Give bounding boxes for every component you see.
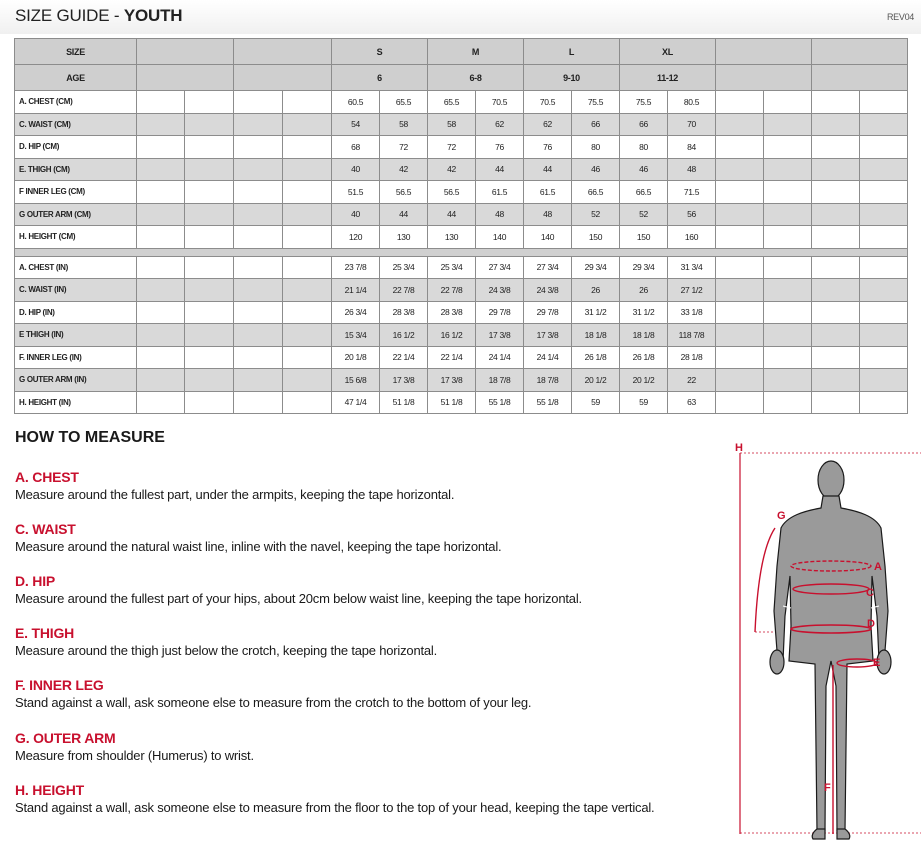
table-cell: 84 [668, 136, 716, 159]
table-cell: 59 [620, 391, 668, 414]
table-cell: 65.5 [428, 91, 476, 114]
table-cell: 28 3/8 [428, 301, 476, 324]
table-cell: 160 [668, 226, 716, 249]
label-e: E [873, 657, 881, 669]
row-label: H. HEIGHT (CM) [15, 226, 137, 249]
table-cell: 48 [524, 203, 572, 226]
table-cell: 29 3/4 [572, 256, 620, 279]
table-cell: 22 7/8 [428, 279, 476, 302]
table-cell: 130 [380, 226, 428, 249]
row-label: E THIGH (IN) [15, 324, 137, 347]
table-cell: 16 1/2 [380, 324, 428, 347]
table-cell: 66 [572, 113, 620, 136]
table-cell: 55 1/8 [476, 391, 524, 414]
age-m: 6-8 [428, 65, 524, 91]
table-cell: 31 3/4 [668, 256, 716, 279]
size-s: S [332, 39, 428, 65]
table-cell: 42 [380, 158, 428, 181]
measure-heading: G. OUTER ARM [15, 730, 116, 746]
label-g: G [777, 510, 786, 522]
table-cell: 62 [476, 113, 524, 136]
outer-arm-line [755, 528, 775, 632]
measure-section [15, 625, 437, 659]
table-row [15, 391, 908, 414]
size-label: SIZE [15, 39, 137, 65]
table-cell: 47 1/4 [332, 391, 380, 414]
table-row [15, 369, 908, 392]
measure-text: Measure around the natural waist line, inline with the navel, keeping the tape horizontal. [15, 539, 502, 554]
table-cell: 54 [332, 113, 380, 136]
table-cell: 17 3/8 [428, 369, 476, 392]
table-cell: 22 [668, 369, 716, 392]
row-label: G OUTER ARM (IN) [15, 369, 137, 392]
table-cell: 80 [620, 136, 668, 159]
table-cell: 15 6/8 [332, 369, 380, 392]
table-cell: 22 1/4 [380, 346, 428, 369]
table-cell: 27 1/2 [668, 279, 716, 302]
table-cell: 71.5 [668, 181, 716, 204]
table-cell: 15 3/4 [332, 324, 380, 347]
table-cell: 20 1/2 [572, 369, 620, 392]
table-cell: 51 1/8 [428, 391, 476, 414]
label-f: F [824, 782, 831, 794]
table-cell: 17 3/8 [380, 369, 428, 392]
table-cell: 18 7/8 [476, 369, 524, 392]
table-row [15, 279, 908, 302]
table-cell: 51 1/8 [380, 391, 428, 414]
table-cell: 16 1/2 [428, 324, 476, 347]
measure-text: Stand against a wall, ask someone else to measure from the crotch to the bottom of your leg. [15, 695, 532, 710]
size-header-row [15, 39, 908, 65]
age-label: AGE [15, 65, 137, 91]
table-cell: 28 1/8 [668, 346, 716, 369]
table-cell: 40 [332, 158, 380, 181]
table-cell: 17 3/8 [476, 324, 524, 347]
size-table [14, 38, 908, 414]
measure-heading: D. HIP [15, 573, 56, 589]
table-cell: 63 [668, 391, 716, 414]
table-cell: 26 [620, 279, 668, 302]
table-cell: 70 [668, 113, 716, 136]
table-cell: 56.5 [380, 181, 428, 204]
measure-text: Measure around the fullest part, under the armpits, keeping the tape horizontal. [15, 487, 455, 502]
table-cell: 140 [476, 226, 524, 249]
table-cell: 24 1/4 [524, 346, 572, 369]
table-cell: 76 [524, 136, 572, 159]
table-row [15, 181, 908, 204]
table-cell: 44 [524, 158, 572, 181]
header-bar [0, 0, 921, 34]
table-cell: 130 [428, 226, 476, 249]
measure-text: Stand against a wall, ask someone else to measure from the floor to the top of your head, keeping the tape vertical. [15, 800, 655, 815]
table-cell: 44 [476, 158, 524, 181]
table-cell: 66.5 [620, 181, 668, 204]
table-cell: 80.5 [668, 91, 716, 114]
row-label: F INNER LEG (CM) [15, 181, 137, 204]
table-row [15, 346, 908, 369]
table-cell: 23 7/8 [332, 256, 380, 279]
table-cell: 44 [380, 203, 428, 226]
measure-text: Measure around the thigh just below the crotch, keeping the tape horizontal. [15, 643, 438, 658]
table-cell: 48 [476, 203, 524, 226]
table-cell: 42 [428, 158, 476, 181]
table-cell: 150 [620, 226, 668, 249]
table-cell: 118 7/8 [668, 324, 716, 347]
table-row [15, 301, 908, 324]
table-cell: 40 [332, 203, 380, 226]
table-cell: 21 1/4 [332, 279, 380, 302]
page-title [15, 6, 182, 26]
table-cell: 44 [428, 203, 476, 226]
measure-section [15, 677, 531, 711]
revision-code: REV04 [886, 12, 914, 22]
table-cell: 24 1/4 [476, 346, 524, 369]
label-d: D [867, 618, 875, 630]
table-cell: 18 1/8 [620, 324, 668, 347]
table-cell: 52 [620, 203, 668, 226]
table-cell: 52 [572, 203, 620, 226]
table-cell: 66.5 [572, 181, 620, 204]
label-c: C [866, 587, 874, 599]
measure-heading: C. WAIST [15, 521, 76, 537]
measure-section [15, 573, 582, 607]
table-cell: 76 [476, 136, 524, 159]
table-cell: 65.5 [380, 91, 428, 114]
measurement-figure [733, 436, 921, 848]
table-cell: 27 3/4 [524, 256, 572, 279]
table-cell: 26 1/8 [572, 346, 620, 369]
table-cell: 59 [572, 391, 620, 414]
table-cell: 61.5 [524, 181, 572, 204]
title-prefix: SIZE GUIDE - [15, 6, 124, 25]
measure-section [15, 469, 454, 503]
label-a: A [874, 561, 882, 573]
table-cell: 22 1/4 [428, 346, 476, 369]
table-row [15, 203, 908, 226]
row-label: C. WAIST (CM) [15, 113, 137, 136]
age-xl: 11-12 [620, 65, 716, 91]
table-cell: 46 [620, 158, 668, 181]
table-row [15, 256, 908, 279]
table-cell: 60.5 [332, 91, 380, 114]
table-cell: 70.5 [476, 91, 524, 114]
table-cell: 68 [332, 136, 380, 159]
table-row [15, 113, 908, 136]
how-to-measure-title: HOW TO MEASURE [15, 429, 165, 446]
table-separator [15, 248, 908, 256]
table-cell: 46 [572, 158, 620, 181]
row-label: H. HEIGHT (IN) [15, 391, 137, 414]
row-label: C. WAIST (IN) [15, 279, 137, 302]
table-cell: 70.5 [524, 91, 572, 114]
table-cell: 25 3/4 [428, 256, 476, 279]
table-cell: 150 [572, 226, 620, 249]
table-row [15, 226, 908, 249]
row-label: D. HIP (IN) [15, 301, 137, 324]
table-row [15, 324, 908, 347]
table-cell: 75.5 [620, 91, 668, 114]
table-cell: 20 1/8 [332, 346, 380, 369]
table-cell: 29 7/8 [476, 301, 524, 324]
measure-section [15, 521, 501, 555]
row-label: A. CHEST (CM) [15, 91, 137, 114]
table-row [15, 158, 908, 181]
measure-text: Measure from shoulder (Humerus) to wrist. [15, 748, 254, 763]
row-label: F. INNER LEG (IN) [15, 346, 137, 369]
size-m: M [428, 39, 524, 65]
measure-section [15, 782, 654, 816]
table-cell: 55 1/8 [524, 391, 572, 414]
table-cell: 72 [380, 136, 428, 159]
table-cell: 58 [380, 113, 428, 136]
row-label: A. CHEST (IN) [15, 256, 137, 279]
title-main: YOUTH [123, 6, 183, 25]
measure-section [15, 730, 254, 764]
measure-heading: F. INNER LEG [15, 677, 104, 693]
size-xl: XL [620, 39, 716, 65]
table-row [15, 136, 908, 159]
table-cell: 56 [668, 203, 716, 226]
table-cell: 27 3/4 [476, 256, 524, 279]
table-cell: 22 7/8 [380, 279, 428, 302]
table-cell: 26 1/8 [620, 346, 668, 369]
table-cell: 26 [572, 279, 620, 302]
size-l: L [524, 39, 620, 65]
table-cell: 72 [428, 136, 476, 159]
table-cell: 24 3/8 [524, 279, 572, 302]
row-label: E. THIGH (CM) [15, 158, 137, 181]
table-cell: 58 [428, 113, 476, 136]
table-cell: 66 [620, 113, 668, 136]
table-cell: 18 1/8 [572, 324, 620, 347]
table-cell: 51.5 [332, 181, 380, 204]
table-row [15, 91, 908, 114]
label-h: H [735, 442, 743, 454]
measure-heading: H. HEIGHT [15, 782, 84, 798]
table-cell: 29 3/4 [620, 256, 668, 279]
table-cell: 25 3/4 [380, 256, 428, 279]
table-cell: 31 1/2 [620, 301, 668, 324]
table-cell: 61.5 [476, 181, 524, 204]
table-cell: 120 [332, 226, 380, 249]
table-cell: 29 7/8 [524, 301, 572, 324]
measure-heading: E. THIGH [15, 625, 75, 641]
table-cell: 31 1/2 [572, 301, 620, 324]
table-cell: 28 3/8 [380, 301, 428, 324]
age-header-row [15, 65, 908, 91]
row-label: G OUTER ARM (CM) [15, 203, 137, 226]
table-cell: 33 1/8 [668, 301, 716, 324]
table-cell: 56.5 [428, 181, 476, 204]
measure-text: Measure around the fullest part of your hips, about 20cm below waist line, keeping the tape horizontal. [15, 591, 582, 606]
row-label: D. HIP (CM) [15, 136, 137, 159]
table-cell: 26 3/4 [332, 301, 380, 324]
measure-heading: A. CHEST [15, 469, 79, 485]
table-cell: 18 7/8 [524, 369, 572, 392]
table-cell: 80 [572, 136, 620, 159]
table-cell: 20 1/2 [620, 369, 668, 392]
body-diagram [733, 436, 921, 848]
table-cell: 62 [524, 113, 572, 136]
age-l: 9-10 [524, 65, 620, 91]
table-cell: 24 3/8 [476, 279, 524, 302]
age-s: 6 [332, 65, 428, 91]
table-cell: 17 3/8 [524, 324, 572, 347]
table-cell: 75.5 [572, 91, 620, 114]
table-cell: 48 [668, 158, 716, 181]
table-cell: 140 [524, 226, 572, 249]
